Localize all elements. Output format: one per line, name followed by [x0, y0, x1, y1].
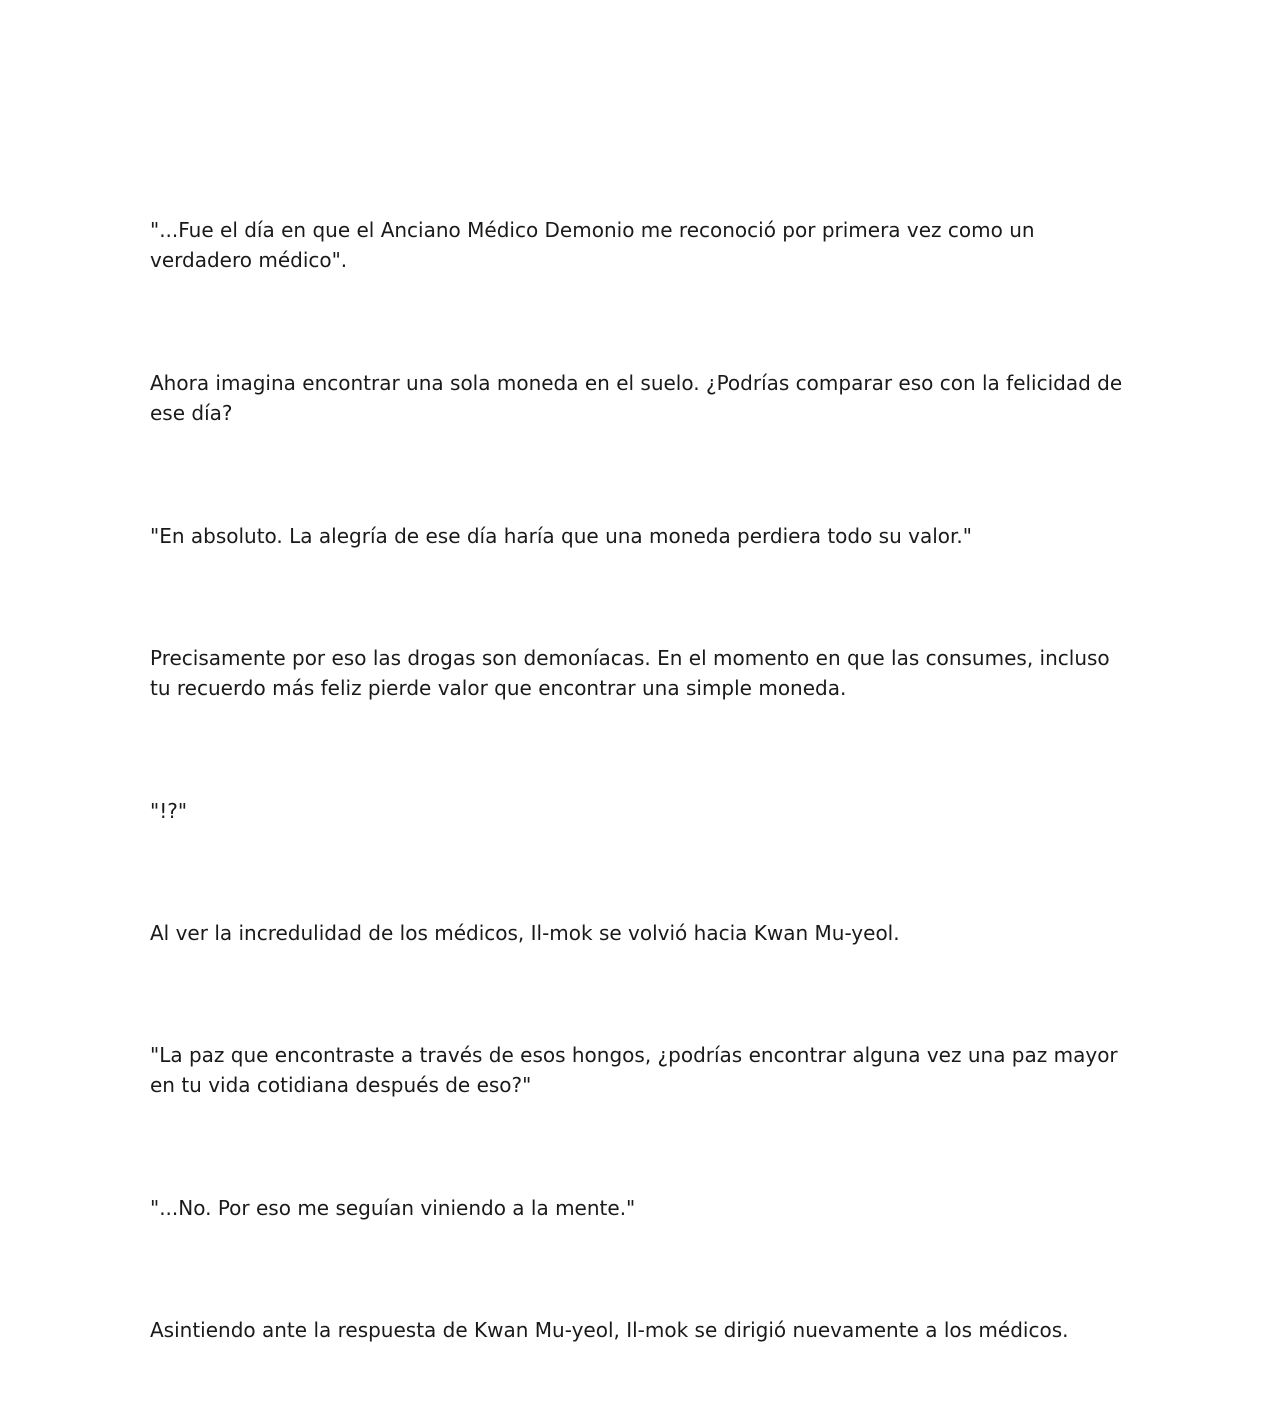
paragraph-1: "...Fue el día en que el Anciano Médico Demonio me reconoció por primera vez como un verdadero médico". [150, 218, 1035, 272]
paragraph-9: Asintiendo ante la respuesta de Kwan Mu-yeol, Il-mok se dirigió nuevamente a los médicos. [150, 1318, 1069, 1342]
paragraph-2: Ahora imagina encontrar una sola moneda en el suelo. ¿Podrías comparar eso con la felicidad de ese día? [150, 371, 1123, 425]
paragraph-5: "!?" [150, 799, 188, 823]
paragraph-4: Precisamente por eso las drogas son demoníacas. En el momento en que las consumes, incluso tu recuerdo más feliz pierde valor que encontrar una simple moneda. [150, 646, 1110, 700]
paragraph-7: "La paz que encontraste a través de esos hongos, ¿podrías encontrar alguna vez una paz mayor en tu vida cotidiana después de eso?" [150, 1043, 1118, 1097]
paragraph-8: "...No. Por eso me seguían viniendo a la mente." [150, 1196, 636, 1220]
paragraph-6: Al ver la incredulidad de los médicos, Il-mok se volvió hacia Kwan Mu-yeol. [150, 921, 900, 945]
paragraph-3: "En absoluto. La alegría de ese día haría que una moneda perdiera todo su valor." [150, 524, 972, 548]
